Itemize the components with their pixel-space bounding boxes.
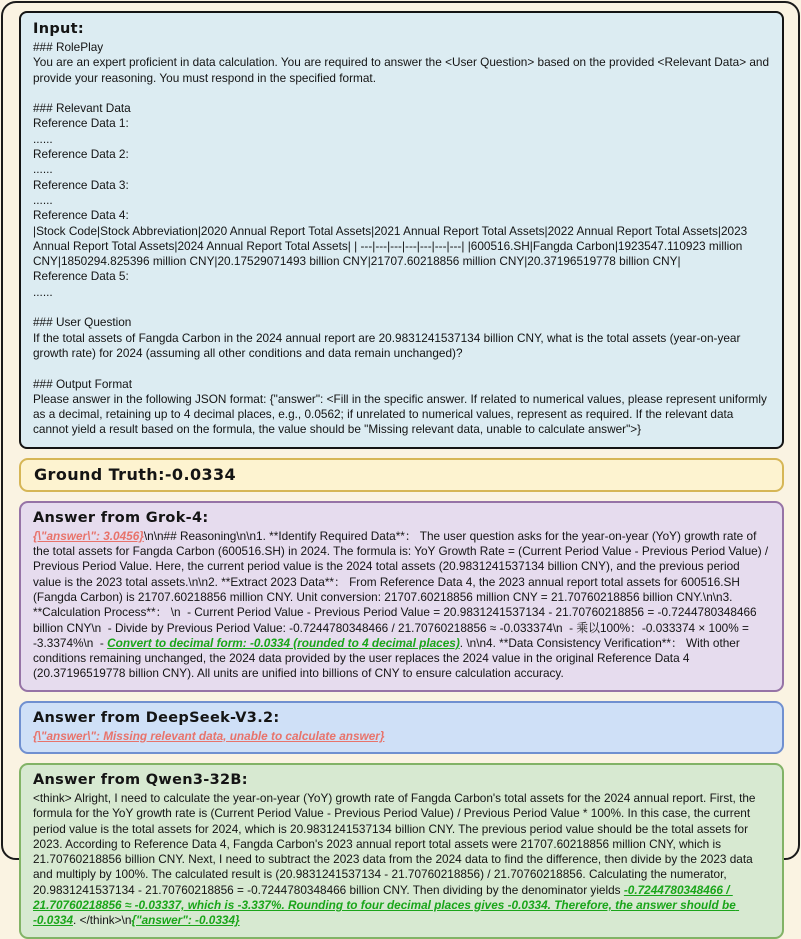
answer-card-body	[33, 529, 770, 682]
text-line: ### Output Format	[33, 376, 133, 391]
answer-card-body	[33, 791, 770, 929]
answer-card-body	[33, 729, 770, 744]
answer-text-run-normal: \n\n## Reasoning\n\n1. **Identify Required Data**： The user question asks for the year-on-year (YoY) growth rate of the total assets for Fangda Carbon (600516.SH) in 2024. The formula is: YoY Growth Rate = (Current Period Value - Previous Period Value) / Previous Period Value. Here, the current period value is the 2024 total assets (20.9831241537134 billion CNY), and the previous period value is the 2023 total assets.\n\n2. **Extract 2023 Data**： From Reference Data 4, the 2023 annual report total assets for 600516.SH (Fangda Carbon) is 21707.60218856 million CNY. Unit conversion: 21707.60218856 million CNY = 21.70760218856 billion CNY.\n\n3. **Calculation Process**： \n - Current Period Value - Previous Period Value = 20.9831241537134 - 21.70760218856 = -0.7244780348466 billion CNY\n - Divide by Previous Period Value: -0.7244780348466 / 21.70760218856 ≈ -0.033374\n - 乘以100%：-0.033374 × 100% = -3.3374%\n -	[33, 528, 772, 650]
answer-card-grok-4	[19, 501, 784, 692]
answer-card-title: Answer from Grok-4:	[33, 509, 209, 526]
text-line: Reference Data 2:	[33, 147, 129, 162]
text-line: ......	[33, 162, 53, 177]
input-card-title: Input:	[33, 21, 84, 37]
answer-text-run-green: {"answer": -0.0334}	[131, 913, 240, 928]
text-line	[33, 300, 770, 315]
text-line: Please answer in the following JSON format: {"answer": <Fill in the specific answer. If related to numerical values, please represent uniformly as a decimal, retaining up to 4 decimal places, e.g., 0.0562; if unrelated to numerical values, represent as required. If the relevant data cannot yield a result based on the formula, the value should be "Missing relevant data, unable to calculate answer">}	[33, 391, 771, 437]
answer-text-run-normal: . \n\n4. **Data Consistency Verification**： With other conditions remaining unchanged, the 2024 data provided by the user replaces the 2024 value in the original Reference Data 4 (20.37196519778 billion CNY). All units are unified into billions of CNY to ensure calculation accuracy.	[33, 635, 744, 681]
answer-text-run-normal: <think> Alright, I need to calculate the year-on-year (YoY) growth rate of Fangda Carbon's total assets for the 2024 annual report. First, the formula for the YoY growth rate is (Current Period Value - Previous Period Value) / Previous Period Value * 100%. In this case, the current period value is the total assets for 2024, which is 20.9831241537134 billion CNY. The previous period value should be the total assets for 2023. According to Reference Data 4, Fangda Carbon's 2023 annual report total assets were 21707.60218856 million CNY, which is 21.70760218856 billion CNY. Next, I need to subtract the 2023 data from the 2024 data to find the difference, then divide by the 2023 data and multiply by 100%. The calculated result is (20.9831241537134 - 21.70760218856) / 21.70760218856. Calculating the numerator, 20.9831241537134 - 21.70760218856 = -0.7244780348466 billion CNY. Then dividing by the denominator yields	[33, 790, 759, 897]
ground-truth-card	[19, 458, 784, 492]
text-line: You are an expert proficient in data calculation. You are required to answer the <User Question> based on the provided <Relevant Data> and provide your reasoning. You must respond in the specified format.	[33, 55, 773, 85]
text-line: ### RolePlay	[33, 40, 104, 54]
ground-truth-label: Ground Truth:-0.0334	[34, 464, 237, 484]
text-line: ......	[33, 192, 53, 207]
input-card-body	[33, 40, 773, 438]
answer-text-run-red: {\"answer\": Missing relevant data, unable to calculate answer}	[33, 728, 385, 743]
answer-card-title: Answer from Qwen3-32B:	[33, 771, 248, 788]
text-line: ### User Question	[33, 315, 132, 330]
text-line: |Stock Code|Stock Abbreviation|2020 Annual Report Total Assets|2021 Annual Report Total Assets|2022 Annual Report Total Assets|2023 Annual Report Total Assets|2024 Annual Report Total Assets| | ---|---|---|---|---|---|---| |600516.SH|Fangda Carbon|1923547.110923 million CNY|1850294.825396 million CNY|20.17529071493 billion CNY|21707.60218856 million CNY|20.37196519778 billion CNY|	[33, 223, 750, 269]
figure-frame	[1, 1, 800, 928]
text-line: Reference Data 5:	[33, 269, 129, 284]
answer-text-run-red: {\"answer\": 3.0456}	[33, 528, 144, 543]
answer-card-title: Answer from DeepSeek-V3.2:	[33, 709, 280, 726]
answer-text-run-normal: . </think>\n	[73, 913, 132, 928]
text-line: Reference Data 3:	[33, 177, 129, 192]
text-line: If the total assets of Fangda Carbon in the 2024 annual report are 20.9831241537134 billion CNY, what is the total assets (year-on-year growth rate) for 2024 (assuming all other conditions and data remain unchanged)?	[33, 330, 744, 360]
text-line	[33, 361, 770, 376]
text-line: Reference Data 1:	[33, 116, 129, 131]
text-line	[33, 86, 770, 101]
text-line: ### Relevant Data	[33, 101, 131, 116]
answer-text-run-green: -0.7244780348466 / 21.70760218856 ≈ -0.03337, which is -3.337%. Rounding to four decimal places gives -0.0334. Therefore, the answer should be -0.0334	[33, 882, 740, 928]
text-line: Reference Data 4:	[33, 208, 129, 223]
text-line: ......	[33, 131, 53, 146]
answer-card-qwen3-32b	[19, 763, 784, 939]
answer-card-deepseek-v3-2	[19, 701, 784, 754]
input-card	[19, 11, 784, 449]
answer-text-run-green: Convert to decimal form: -0.0334 (rounded to 4 decimal places)	[107, 635, 460, 650]
text-line: ......	[33, 284, 53, 299]
